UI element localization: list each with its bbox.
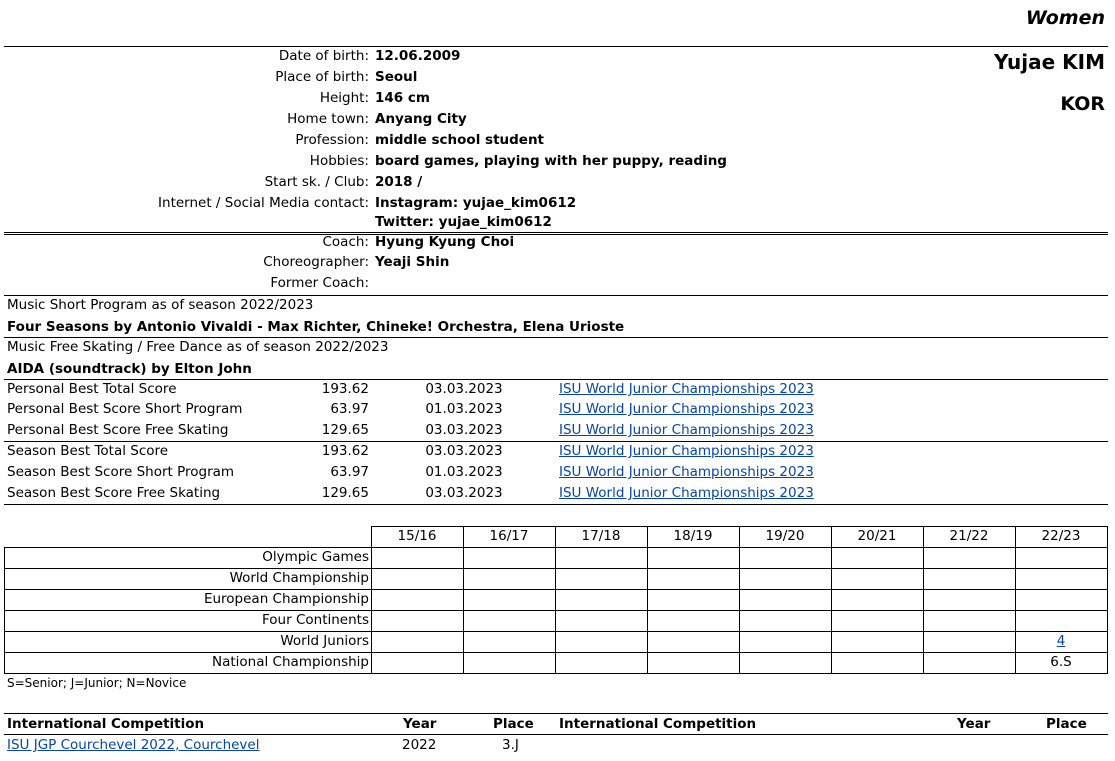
- score-value: 129.65: [321, 485, 369, 501]
- score-event-link[interactable]: ISU World Junior Championships 2023: [559, 381, 814, 397]
- score-date: 01.03.2023: [425, 401, 503, 417]
- bio-value-start: 2018 /: [375, 174, 423, 190]
- table-gridline: [4, 589, 1108, 590]
- results-row-label: European Championship: [203, 591, 369, 607]
- result-cell-link[interactable]: 4: [1056, 633, 1066, 649]
- results-row-label: National Championship: [212, 654, 369, 670]
- divider: [4, 337, 1108, 338]
- season-header: 18/19: [673, 528, 713, 544]
- table-gridline: [1015, 526, 1016, 674]
- score-value: 63.97: [330, 401, 369, 417]
- bio-value-profession: middle school student: [375, 132, 545, 148]
- score-label: Season Best Score Short Program: [7, 464, 235, 480]
- level-legend: S=Senior; J=Junior; N=Novice: [7, 676, 187, 690]
- score-date: 03.03.2023: [425, 422, 503, 438]
- table-gridline: [4, 610, 1108, 611]
- score-date: 03.03.2023: [425, 381, 503, 397]
- table-gridline: [4, 547, 1108, 548]
- music-fs-title: AIDA (soundtrack) by Elton John: [7, 361, 252, 377]
- table-gridline: [1107, 526, 1108, 674]
- bio-label-dob: Date of birth:: [278, 48, 369, 64]
- season-header: 21/22: [949, 528, 989, 544]
- intl-header-place-2: Place: [1046, 716, 1087, 732]
- season-header: 20/21: [857, 528, 897, 544]
- intl-header-year: Year: [403, 716, 437, 732]
- divider: [4, 441, 1108, 442]
- intl-competition-link[interactable]: ISU JGP Courchevel 2022, Courchevel: [7, 737, 260, 753]
- bio-value-birthplace: Seoul: [375, 69, 418, 85]
- bio-value-height: 146 cm: [375, 90, 430, 106]
- former-coach-label: Former Coach:: [270, 275, 369, 291]
- score-value: 129.65: [321, 422, 369, 438]
- bio-value-twitter: Twitter: yujae_kim0612: [375, 214, 552, 230]
- bio-label-social: Internet / Social Media contact:: [158, 195, 369, 211]
- table-gridline: [4, 673, 1108, 674]
- divider: [4, 504, 1108, 505]
- table-gridline: [831, 526, 832, 674]
- score-value: 63.97: [330, 464, 369, 480]
- score-event-link[interactable]: ISU World Junior Championships 2023: [559, 443, 814, 459]
- score-label: Personal Best Score Free Skating: [7, 422, 229, 438]
- coach-label: Coach:: [322, 234, 369, 250]
- bio-label-hobbies: Hobbies:: [309, 153, 369, 169]
- divider: [4, 46, 1108, 47]
- results-row-label: World Juniors: [280, 633, 369, 649]
- score-value: 193.62: [321, 381, 369, 397]
- bio-value-instagram: Instagram: yujae_kim0612: [375, 195, 577, 211]
- intl-header-competition: International Competition: [7, 716, 205, 732]
- score-label: Personal Best Score Short Program: [7, 401, 243, 417]
- bio-label-hometown: Home town:: [287, 111, 369, 127]
- results-row-label: World Championship: [229, 570, 369, 586]
- score-date: 03.03.2023: [425, 443, 503, 459]
- divider: [4, 232, 1108, 233]
- result-cell: 6.S: [1050, 654, 1072, 670]
- table-gridline: [4, 631, 1108, 632]
- bio-label-birthplace: Place of birth:: [275, 69, 369, 85]
- results-row-label: Olympic Games: [262, 549, 369, 565]
- music-sp-heading: Music Short Program as of season 2022/2023: [7, 297, 314, 313]
- music-sp-title: Four Seasons by Antonio Vivaldi - Max Richter, Chineke! Orchestra, Elena Urioste: [7, 319, 625, 335]
- results-row-label: Four Continents: [262, 612, 369, 628]
- score-label: Season Best Score Free Skating: [7, 485, 221, 501]
- table-gridline: [4, 652, 1108, 653]
- table-gridline: [923, 526, 924, 674]
- intl-header-year-2: Year: [957, 716, 991, 732]
- bio-value-dob: 12.06.2009: [375, 48, 461, 64]
- choreographer-label: Choreographer:: [263, 254, 369, 270]
- table-gridline: [739, 526, 740, 674]
- divider: [4, 713, 1108, 714]
- divider: [4, 295, 1108, 296]
- choreographer-value: Yeaji Shin: [375, 254, 450, 270]
- score-value: 193.62: [321, 443, 369, 459]
- divider: [4, 734, 1108, 735]
- music-fs-heading: Music Free Skating / Free Dance as of season 2022/2023: [7, 339, 389, 355]
- bio-label-height: Height:: [319, 90, 369, 106]
- skater-nation: KOR: [1060, 93, 1105, 115]
- table-gridline: [555, 526, 556, 674]
- season-header: 16/17: [489, 528, 529, 544]
- skater-name: Yujae KIM: [994, 50, 1105, 74]
- bio-label-start: Start sk. / Club:: [264, 174, 369, 190]
- score-event-link[interactable]: ISU World Junior Championships 2023: [559, 485, 814, 501]
- score-event-link[interactable]: ISU World Junior Championships 2023: [559, 464, 814, 480]
- intl-place: 3.J: [502, 737, 519, 753]
- intl-header-place: Place: [493, 716, 534, 732]
- table-gridline: [647, 526, 648, 674]
- season-header: 19/20: [765, 528, 805, 544]
- score-event-link[interactable]: ISU World Junior Championships 2023: [559, 422, 814, 438]
- score-event-link[interactable]: ISU World Junior Championships 2023: [559, 401, 814, 417]
- bio-value-hobbies: board games, playing with her puppy, reading: [375, 153, 727, 169]
- table-gridline: [463, 526, 464, 674]
- score-date: 01.03.2023: [425, 464, 503, 480]
- intl-header-competition-2: International Competition: [559, 716, 757, 732]
- bio-value-hometown: Anyang City: [375, 111, 467, 127]
- score-label: Personal Best Total Score: [7, 381, 177, 397]
- category-title: Women: [1025, 7, 1105, 29]
- coach-value: Hyung Kyung Choi: [375, 234, 515, 250]
- score-label: Season Best Total Score: [7, 443, 169, 459]
- table-gridline: [4, 568, 1108, 569]
- bio-label-profession: Profession:: [295, 132, 369, 148]
- season-header: 22/23: [1041, 528, 1081, 544]
- divider: [4, 379, 1108, 380]
- table-gridline: [371, 526, 372, 674]
- season-header: 17/18: [581, 528, 621, 544]
- score-date: 03.03.2023: [425, 485, 503, 501]
- season-header: 15/16: [397, 528, 437, 544]
- intl-year: 2022: [402, 737, 437, 753]
